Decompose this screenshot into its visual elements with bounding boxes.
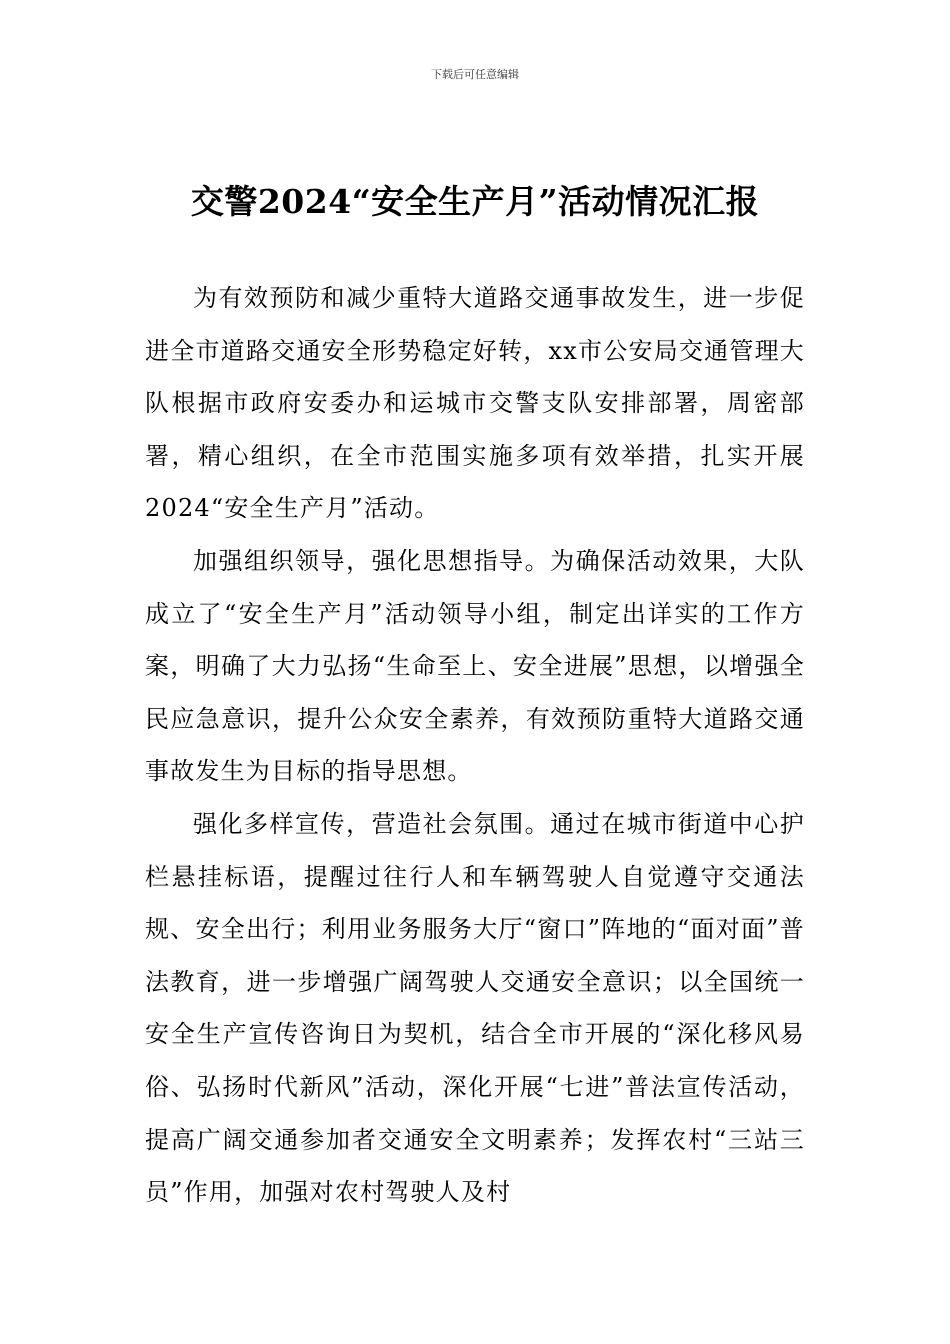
document-body bbox=[145, 272, 805, 1219]
paragraph-organization: 加强组织领导，强化思想指导。为确保活动效果，大队成立了“安全生产月”活动领导小组，制定出详实的工作方案，明确了大力弘扬“生命至上、安全进展”思想，以增强全民应急意识，提升公众安全素养，有效预防重特大道路交通事故发生为目标的指导思想。 bbox=[145, 546, 805, 786]
paragraph-intro: 为有效预防和减少重特大道路交通事故发生，进一步促进全市道路交通安全形势稳定好转，xx市公安局交通管理大队根据市政府安委办和运城市交警支队安排部署，周密部署，精心组织，在全市范围实施多项有效举措，扎实开展2024“安全生产月”活动。 bbox=[145, 284, 805, 523]
page-header-note: 下载后可任意编辑 bbox=[431, 68, 519, 81]
paragraph-publicity: 强化多样宣传，营造社会氛围。通过在城市街道中心护栏悬挂标语，提醒过往行人和车辆驾驶人自觉遵守交通法规、安全出行；利用业务服务大厅“窗口”阵地的“面对面”普法教育，进一步增强广阔驾驶人交通安全意识；以全国统一安全生产宣传咨询日为契机，结合全市开展的“深化移风易俗、弘扬时代新风”活动，深化开展“七进”普法宣传活动，提高广阔交通参加者交通安全文明素养；发挥农村“三站三员”作用，加强对农村驾驶人及村 bbox=[145, 809, 805, 1207]
document-title: 交警2024“安全生产月”活动情况汇报 bbox=[190, 182, 760, 221]
